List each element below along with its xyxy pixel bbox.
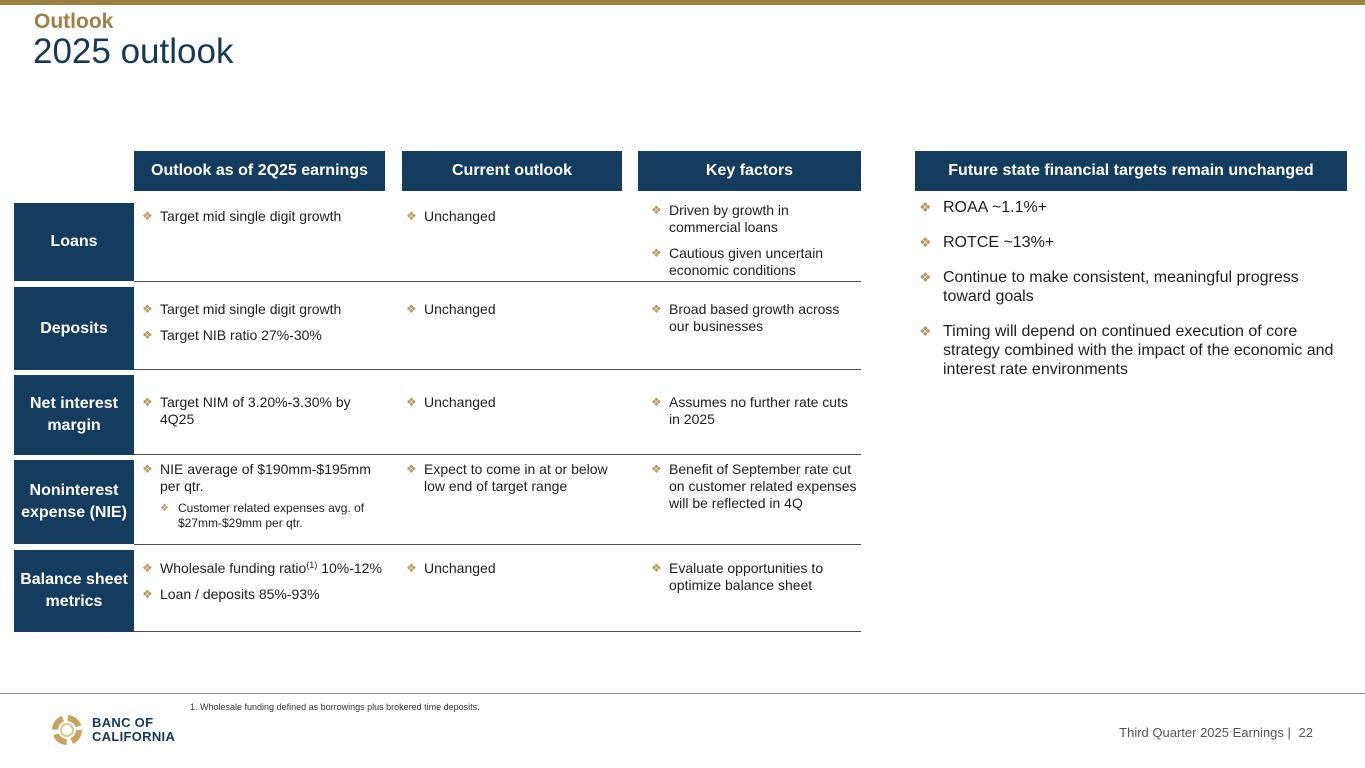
list-item: ❖ Target NIM of 3.20%-3.30% by 4Q25	[142, 394, 351, 427]
top-accent-bar	[0, 0, 1365, 5]
list-item: ❖ Evaluate opportunities to optimize balance sheet	[651, 560, 824, 593]
list-item: ❖ ROTCE ~13%+	[919, 234, 1055, 251]
diamond-bullet-icon: ❖	[142, 328, 153, 342]
cell-deposits-factors	[651, 301, 856, 344]
list-item: ❖ ROAA ~1.1%+	[919, 199, 1048, 216]
diamond-bullet-icon: ❖	[160, 503, 169, 514]
diamond-bullet-icon: ❖	[142, 302, 153, 316]
list-item: ❖ Broad based growth across our businesses	[651, 301, 840, 334]
footnote: 1. Wholesale funding defined as borrowings plus brokered time deposits.	[190, 702, 480, 712]
diamond-bullet-icon: ❖	[406, 561, 417, 575]
cell-balance-current	[406, 560, 621, 586]
logo-line-2: CALIFORNIA	[92, 729, 176, 744]
list-item: ❖ Loan / deposits 85%-93%	[142, 586, 320, 602]
list-item: ❖ Driven by growth in commercial loans	[651, 202, 789, 235]
page-footer	[1119, 725, 1313, 740]
diamond-bullet-icon: ❖	[651, 302, 662, 316]
footnote-reference: (1)	[306, 560, 318, 570]
diamond-bullet-icon: ❖	[651, 561, 662, 575]
col-header-outlook-2q25: Outlook as of 2Q25 earnings	[134, 151, 385, 191]
diamond-bullet-icon: ❖	[406, 395, 417, 409]
page-number: 22	[1298, 725, 1313, 740]
cell-deposits-2q25	[142, 301, 382, 353]
section-label: Outlook	[34, 10, 114, 33]
cell-nim-2q25	[142, 394, 372, 437]
row-label-net-interest-margin: Net interest margin	[14, 375, 134, 455]
row-label-balance-sheet-metrics: Balance sheet metrics	[14, 550, 134, 632]
diamond-bullet-icon: ❖	[406, 209, 417, 223]
diamond-bullet-icon: ❖	[651, 395, 662, 409]
row-divider	[134, 369, 861, 370]
row-label-noninterest-expense: Noninterest expense (NIE)	[14, 460, 134, 544]
list-item: ❖ Unchanged	[406, 208, 496, 224]
cell-balance-factors	[651, 560, 851, 603]
diamond-bullet-icon: ❖	[919, 269, 932, 285]
diamond-bullet-icon: ❖	[651, 203, 662, 217]
cell-loans-current	[406, 208, 621, 234]
diamond-bullet-icon: ❖	[651, 246, 662, 260]
list-item: ❖ NIE average of $190mm-$195mm per qtr.	[142, 461, 371, 494]
list-item: ❖ Unchanged	[406, 560, 496, 576]
cell-balance-2q25	[142, 560, 392, 612]
row-divider	[134, 454, 861, 455]
cell-nim-current	[406, 394, 621, 420]
list-item: ❖ Target NIB ratio 27%-30%	[142, 327, 322, 343]
list-item: ❖ Assumes no further rate cuts in 2025	[651, 394, 848, 427]
company-logo	[50, 713, 175, 747]
diamond-bullet-icon: ❖	[142, 587, 153, 601]
col-header-key-factors: Key factors	[638, 151, 861, 191]
diamond-bullet-icon: ❖	[142, 209, 153, 223]
cell-nie-2q25	[142, 461, 372, 540]
list-item: ❖ Expect to come in at or below low end of target range	[406, 461, 608, 494]
row-divider	[134, 631, 861, 632]
list-item: ❖ Wholesale funding ratio$^{(1)}$ 10%-12%	[142, 560, 382, 576]
cell-deposits-current	[406, 301, 621, 327]
cell-nie-current	[406, 461, 621, 504]
diamond-bullet-icon: ❖	[142, 395, 153, 409]
cell-loans-2q25	[142, 208, 382, 234]
future-state-list	[919, 198, 1339, 395]
diamond-bullet-icon: ❖	[406, 302, 417, 316]
cell-nim-factors	[651, 394, 861, 437]
list-item: ❖ Unchanged	[406, 301, 496, 317]
list-item: ❖ Target mid single digit growth	[142, 208, 342, 224]
diamond-bullet-icon: ❖	[142, 561, 153, 575]
footer-label: Third Quarter 2025 Earnings |	[1119, 725, 1291, 740]
logo-line-1: BANC OF	[92, 715, 154, 730]
diamond-bullet-icon: ❖	[142, 462, 153, 476]
diamond-bullet-icon: ❖	[919, 323, 932, 339]
list-item: ❖ Benefit of September rate cut on customer related expenses will be reflected in 4Q	[651, 461, 857, 511]
list-item: ❖ Timing will depend on continued execution of core strategy combined with the impact of the economic and interest rate environments	[919, 323, 1334, 378]
page-title: 2025 outlook	[33, 32, 234, 71]
col-header-current-outlook: Current outlook	[402, 151, 622, 191]
list-item: ❖ Continue to make consistent, meaningful progress toward goals	[919, 269, 1299, 305]
row-label-deposits: Deposits	[14, 287, 134, 370]
diamond-bullet-icon: ❖	[651, 462, 662, 476]
col-header-future-state: Future state financial targets remain unchanged	[915, 151, 1347, 191]
footer-divider	[0, 693, 1365, 694]
diamond-bullet-icon: ❖	[919, 199, 932, 215]
cell-loans-factors	[651, 202, 863, 288]
list-item: ❖ Customer related expenses avg. of $27mm-$29mm per qtr.	[160, 501, 365, 530]
list-item: ❖ Target mid single digit growth	[142, 301, 342, 317]
diamond-bullet-icon: ❖	[919, 234, 932, 250]
list-item: ❖ Unchanged	[406, 394, 496, 410]
row-label-loans: Loans	[14, 203, 134, 281]
row-divider	[134, 544, 861, 545]
diamond-bullet-icon: ❖	[406, 462, 417, 476]
bank-logo-icon	[50, 713, 84, 747]
list-item: ❖ Cautious given uncertain economic conditions	[651, 245, 824, 278]
cell-nie-factors	[651, 461, 863, 521]
